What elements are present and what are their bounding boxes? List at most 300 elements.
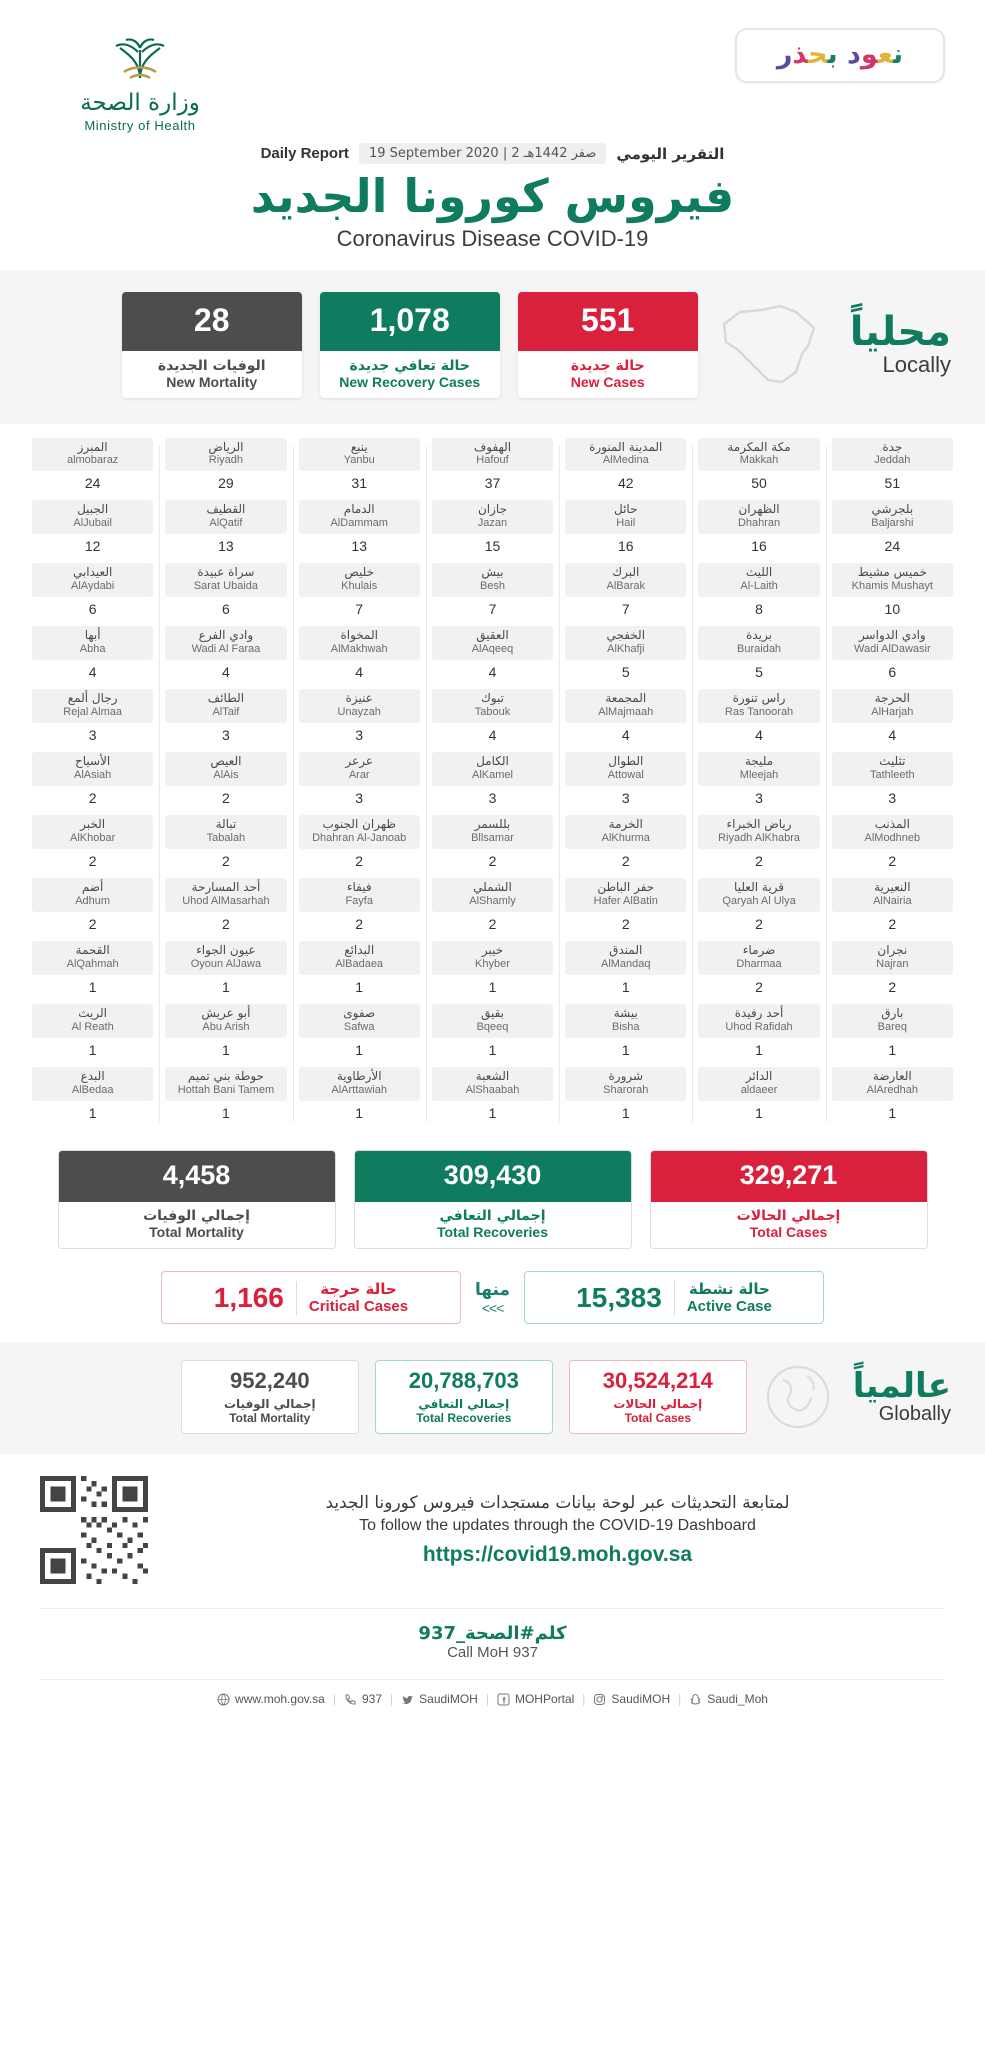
city-cell — [32, 878, 153, 934]
city-name-en: AlMakhwah — [330, 643, 388, 656]
city-name-en: Tabalah — [206, 832, 246, 845]
city-value: 1 — [355, 1105, 364, 1122]
city-name-en: Bareq — [877, 1021, 907, 1034]
city-name-en: AlKhafji — [607, 643, 645, 656]
social-snapchat[interactable] — [689, 1692, 768, 1706]
city-name-en: AlBarak — [606, 580, 646, 593]
new-recoveries-value: 1,078 — [320, 292, 500, 351]
city-name-ar: الأرطاوية — [336, 1069, 382, 1084]
city-name-ar: خليص — [344, 565, 375, 580]
city-cell — [698, 689, 819, 745]
city-name-en: Al-Laith — [740, 580, 778, 593]
globally-label-ar: عالمياً — [852, 1365, 951, 1406]
city-value: 1 — [222, 1105, 230, 1122]
dashboard-text — [170, 1493, 945, 1567]
twitter-icon — [401, 1693, 414, 1706]
city-name-ar: خميس مشيط — [857, 565, 927, 580]
divider: | — [485, 1692, 489, 1707]
city-name-en: AlHarjah — [871, 706, 914, 719]
city-name-ar: الدمام — [343, 502, 375, 517]
city-name-ar: وادي الفرع — [198, 628, 254, 643]
city-cell — [165, 563, 286, 619]
city-value: 1 — [888, 1105, 897, 1122]
city-name-ar: صفوى — [343, 1006, 376, 1021]
qr-code-icon[interactable] — [40, 1476, 148, 1584]
city-value: 24 — [884, 538, 901, 555]
city-cell — [565, 689, 686, 745]
city-value: 6 — [88, 601, 97, 618]
city-name-ar: ظهران الجنوب — [322, 817, 396, 832]
city-value: 2 — [755, 979, 763, 996]
city-value: 2 — [621, 916, 630, 933]
stat-card-new-cases — [518, 292, 698, 398]
city-name-en: Sharorah — [603, 1084, 649, 1097]
city-cell — [832, 941, 953, 997]
city-name-ar: أبو عريش — [201, 1006, 251, 1021]
city-name-ar: المبرز — [77, 439, 108, 454]
campaign-text-ar: نعود بحذر — [776, 39, 904, 70]
city-name-ar: المدينة المنورة — [589, 439, 663, 454]
city-value: 2 — [88, 853, 97, 870]
city-name-ar: بللسمر — [474, 817, 511, 832]
city-cell — [165, 941, 286, 997]
city-name-ar: حائل — [614, 502, 638, 517]
city-cell — [32, 1004, 153, 1060]
city-cell — [32, 626, 153, 682]
city-cell — [698, 1067, 819, 1123]
dashboard-text-en: To follow the updates through the COVID-19 Dashboard — [359, 1517, 756, 1535]
total-cases-label-en: Total Cases — [749, 1224, 828, 1241]
city-name-ar: تثليث — [879, 754, 906, 769]
city-cell — [165, 500, 286, 556]
city-value: 2 — [222, 790, 230, 807]
daily-report-row — [0, 143, 985, 164]
city-name-ar: الخبر — [80, 817, 106, 832]
city-cell — [432, 438, 553, 494]
city-cell — [165, 438, 286, 494]
city-cell — [832, 752, 953, 808]
city-name-ar: الجبيل — [77, 502, 109, 517]
city-name-en: AlDammam — [330, 517, 388, 530]
city-cell — [432, 1067, 553, 1123]
dashboard-section — [0, 1454, 985, 1594]
city-cell — [432, 689, 553, 745]
city-value: 2 — [88, 790, 97, 807]
page-header — [0, 0, 985, 139]
city-name-en: AlShaabah — [465, 1084, 520, 1097]
cities-column — [26, 438, 159, 1131]
city-name-ar: الكامل — [476, 754, 509, 769]
new-mortality-label-en: New Mortality — [166, 373, 258, 390]
city-name-en: Jazan — [477, 517, 508, 530]
menha-indicator — [475, 1280, 510, 1316]
city-name-ar: الطائف — [207, 691, 245, 706]
city-name-en: Wadi Al Faraa — [191, 643, 261, 656]
city-value: 1 — [755, 1042, 763, 1059]
city-name-en: AlShamly — [469, 895, 516, 908]
city-name-en: AlMedina — [602, 454, 649, 467]
global-card-recoveries — [375, 1360, 553, 1434]
cities-column — [159, 438, 292, 1131]
new-mortality-label-ar: الوفيات الجديدة — [157, 357, 266, 374]
city-cell — [432, 500, 553, 556]
city-cell — [432, 878, 553, 934]
city-cell — [432, 941, 553, 997]
city-value: 16 — [751, 538, 767, 555]
city-cell — [832, 563, 953, 619]
city-value: 3 — [488, 790, 497, 807]
total-card-mortality — [58, 1150, 336, 1249]
city-value: 1 — [888, 1042, 897, 1059]
city-name-ar: راس تنورة — [732, 691, 786, 706]
city-value: 29 — [218, 475, 234, 492]
city-cell — [832, 626, 953, 682]
title-block — [0, 139, 985, 270]
city-name-en: Qaryah Al Ulya — [722, 895, 796, 908]
city-value: 1 — [355, 1042, 364, 1059]
city-name-en: Abu Arish — [202, 1021, 250, 1034]
phone-icon — [344, 1693, 357, 1706]
city-value: 2 — [888, 853, 897, 870]
city-name-en: Baljarshi — [871, 517, 914, 530]
city-name-en: Najran — [876, 958, 909, 971]
ministry-name-ar: وزارة الصحة — [80, 90, 200, 116]
city-value: 12 — [84, 538, 101, 555]
total-card-recoveries — [354, 1150, 632, 1249]
social-phone-label: 937 — [361, 1692, 383, 1707]
globally-label-en: Globally — [878, 1402, 951, 1425]
global-cases-label-en: Total Cases — [624, 1411, 692, 1426]
city-name-ar: الخفجي — [606, 628, 646, 643]
social-facebook[interactable] — [497, 1692, 574, 1706]
city-name-en: Abha — [79, 643, 106, 656]
city-name-ar: ينبع — [350, 439, 368, 454]
city-name-en: Tathleeth — [870, 769, 915, 782]
social-snapchat-label: Saudi_Moh — [707, 1692, 768, 1707]
city-cell — [565, 941, 686, 997]
city-cell — [565, 815, 686, 871]
city-name-ar: الشملي — [473, 880, 512, 895]
active-cases-card — [524, 1271, 824, 1324]
critical-cases-card — [161, 1271, 461, 1324]
city-name-ar: وادي الدواسر — [858, 628, 926, 643]
moh-emblem-icon — [40, 28, 240, 84]
city-value: 2 — [755, 916, 763, 933]
city-name-en: Hafer AlBatin — [593, 895, 658, 908]
social-twitter-label: SaudiMOH — [419, 1692, 478, 1707]
dashboard-text-ar: لمتابعة التحديثات عبر لوحة بيانات مستجدات فيروس كورونا الجديد — [325, 1493, 790, 1514]
city-cell — [165, 878, 286, 934]
city-value: 15 — [484, 538, 501, 555]
city-name-en: Yanbu — [343, 454, 375, 467]
city-name-ar: تبالة — [215, 817, 237, 832]
cities-column — [293, 438, 426, 1131]
stat-card-new-recoveries — [320, 292, 500, 398]
critical-cases-label-ar: حالة حرجة — [320, 1280, 397, 1299]
city-value: 4 — [222, 664, 230, 681]
city-name-en: Hail — [616, 517, 636, 530]
city-name-ar: القحمة — [75, 943, 110, 958]
city-name-en: AlNairia — [873, 895, 912, 908]
global-mortality-label-en: Total Mortality — [229, 1411, 311, 1426]
city-name-ar: جدة — [882, 439, 903, 454]
city-name-en: almobaraz — [66, 454, 119, 467]
city-cell — [165, 815, 286, 871]
city-name-ar: البدع — [80, 1069, 105, 1084]
city-value: 24 — [84, 475, 101, 492]
global-recoveries-value: 20,788,703 — [408, 1368, 519, 1394]
city-name-ar: بلجرشي — [871, 502, 914, 517]
city-value: 1 — [621, 1105, 630, 1122]
social-phone[interactable] — [344, 1692, 382, 1706]
city-name-ar: البدائع — [344, 943, 375, 958]
page-title-en: Coronavirus Disease COVID-19 — [336, 225, 649, 251]
city-value: 1 — [755, 1105, 763, 1122]
city-cell — [565, 1067, 686, 1123]
city-cell — [165, 752, 286, 808]
city-name-ar: المذنب — [874, 817, 910, 832]
city-value: 7 — [355, 601, 364, 618]
global-card-cases — [569, 1360, 747, 1434]
total-cases-value: 329,271 — [651, 1151, 927, 1202]
city-value: 3 — [88, 727, 97, 744]
city-name-ar: الأسياح — [75, 754, 111, 769]
city-value: 4 — [488, 664, 497, 681]
cities-table — [0, 424, 985, 1137]
city-name-en: Safwa — [343, 1021, 375, 1034]
city-name-en: Besh — [479, 580, 506, 593]
globe-icon — [217, 1693, 230, 1706]
city-cell — [565, 752, 686, 808]
daily-report-label-ar: التقرير اليومي — [616, 144, 725, 163]
city-cell — [165, 1004, 286, 1060]
city-name-en: AlQahmah — [66, 958, 119, 971]
city-value: 2 — [888, 979, 897, 996]
city-name-en: AlAis — [213, 769, 239, 782]
totals-row — [0, 1136, 985, 1255]
new-cases-label-ar: حالة جديدة — [570, 357, 645, 374]
city-name-ar: بارق — [881, 1006, 904, 1021]
city-cell — [832, 500, 953, 556]
city-cell — [832, 815, 953, 871]
city-name-ar: بقيق — [480, 1006, 504, 1021]
city-name-ar: الشعبة — [475, 1069, 510, 1084]
city-value: 4 — [621, 727, 630, 744]
city-value: 10 — [884, 601, 901, 618]
city-name-en: Rejal Almaa — [63, 706, 122, 719]
city-name-en: AlBadaea — [335, 958, 384, 971]
city-name-ar: حوطة بني تميم — [187, 1069, 264, 1084]
city-cell — [299, 438, 420, 494]
city-name-ar: الهفوف — [473, 439, 512, 454]
city-cell — [32, 438, 153, 494]
total-mortality-label-ar: إجمالي الوفيات — [143, 1208, 250, 1225]
city-name-en: AlMajmaah — [598, 706, 654, 719]
locally-label — [849, 308, 951, 378]
city-value: 2 — [488, 916, 497, 933]
new-recoveries-label-ar: حالة تعافي جديدة — [349, 357, 470, 374]
city-name-en: Ras Tanoorah — [724, 706, 794, 719]
social-twitter[interactable] — [401, 1692, 478, 1706]
city-value: 50 — [751, 475, 767, 492]
city-value: 3 — [222, 727, 230, 744]
city-name-en: Bqeeq — [476, 1021, 509, 1034]
city-name-ar: القطيف — [206, 502, 246, 517]
city-name-en: Buraidah — [737, 643, 782, 656]
new-cases-label-en: New Cases — [570, 373, 645, 390]
city-name-ar: الخرمة — [608, 817, 643, 832]
city-cell — [32, 1067, 153, 1123]
city-name-en: AlAredhah — [866, 1084, 919, 1097]
city-cell — [299, 500, 420, 556]
facebook-icon — [497, 1693, 510, 1706]
cities-column — [559, 438, 692, 1131]
city-value: 2 — [888, 916, 897, 933]
new-recoveries-label-en: New Recovery Cases — [339, 373, 481, 390]
city-name-ar: العيدابي — [72, 565, 113, 580]
city-value: 4 — [888, 727, 897, 744]
city-cell — [432, 815, 553, 871]
city-name-en: AlTaif — [212, 706, 240, 719]
city-cell — [698, 438, 819, 494]
city-name-en: Oyoun AlJawa — [190, 958, 262, 971]
city-cell — [432, 626, 553, 682]
city-value: 2 — [355, 916, 364, 933]
city-name-ar: البرك — [612, 565, 640, 580]
city-name-ar: شرورة — [608, 1069, 644, 1084]
page-title-ar: فيروس كورونا الجديد — [250, 169, 735, 223]
city-cell — [165, 689, 286, 745]
city-name-en: Unayzah — [337, 706, 381, 719]
city-value: 7 — [621, 601, 630, 618]
city-cell — [832, 438, 953, 494]
city-cell — [698, 563, 819, 619]
active-cases-label-ar: حالة نشطة — [688, 1280, 770, 1299]
social-instagram[interactable] — [593, 1692, 670, 1706]
social-instagram-label: SaudiMOH — [611, 1692, 671, 1707]
stat-card-new-mortality — [122, 292, 302, 398]
city-name-ar: بريدة — [746, 628, 772, 643]
cities-column — [426, 438, 559, 1131]
critical-cases-value: 1,166 — [213, 1281, 284, 1313]
city-name-ar: أبها — [84, 628, 101, 643]
city-name-en: Arar — [348, 769, 370, 782]
city-value: 13 — [351, 538, 367, 555]
critical-active-row — [0, 1255, 985, 1342]
city-name-en: Dhahran — [737, 517, 781, 530]
city-cell — [832, 1004, 953, 1060]
city-cell — [565, 500, 686, 556]
city-value: 5 — [755, 664, 763, 681]
divider: | — [678, 1692, 682, 1707]
campaign-badge — [735, 28, 945, 83]
city-name-en: AlArttawiah — [331, 1084, 388, 1097]
divider: | — [390, 1692, 394, 1707]
city-name-en: Tabouk — [474, 706, 511, 719]
city-name-en: Bllsamar — [471, 832, 514, 845]
social-website[interactable] — [217, 1692, 325, 1706]
call-moh-section — [40, 1608, 945, 1673]
city-name-en: AlKhurma — [601, 832, 650, 845]
city-name-ar: عنيزة — [345, 691, 373, 706]
dashboard-url-link[interactable]: https://covid19.moh.gov.sa — [422, 1543, 693, 1567]
city-name-en: Bisha — [612, 1021, 640, 1034]
city-name-ar: تبوك — [480, 691, 505, 706]
city-cell — [832, 689, 953, 745]
city-cell — [299, 689, 420, 745]
city-name-en: Dhahran Al-Janoab — [312, 832, 407, 845]
snapchat-icon — [689, 1693, 702, 1706]
city-name-en: AlBedaa — [71, 1084, 114, 1097]
city-value: 4 — [755, 727, 763, 744]
city-value: 31 — [351, 475, 367, 492]
city-name-ar: عيون الجواء — [196, 943, 256, 958]
city-value: 1 — [88, 1105, 97, 1122]
city-name-ar: ضرماء — [742, 943, 776, 958]
city-value: 6 — [222, 601, 230, 618]
locally-summary-band — [0, 270, 985, 424]
city-value: 2 — [488, 853, 497, 870]
city-cell — [299, 563, 420, 619]
city-value: 2 — [222, 853, 230, 870]
city-name-ar: الحرجة — [874, 691, 910, 706]
city-cell — [565, 563, 686, 619]
city-name-en: aldaeer — [740, 1084, 778, 1097]
city-name-ar: أضم — [81, 880, 104, 895]
city-cell — [832, 1067, 953, 1123]
globally-label — [852, 1365, 951, 1426]
city-value: 1 — [488, 1105, 497, 1122]
global-cases-value: 30,524,214 — [602, 1368, 713, 1394]
critical-cases-label-en: Critical Cases — [308, 1298, 409, 1316]
city-value: 5 — [621, 664, 630, 681]
city-cell — [698, 878, 819, 934]
city-name-en: Riyadh — [208, 454, 244, 467]
city-name-ar: الدائر — [745, 1069, 773, 1084]
call-moh-label-en: Call MoH 937 — [447, 1644, 538, 1662]
city-cell — [565, 626, 686, 682]
city-cell — [698, 941, 819, 997]
city-name-ar: أحد رفيدة — [734, 1006, 784, 1021]
city-cell — [565, 878, 686, 934]
city-name-ar: المندق — [609, 943, 643, 958]
city-cell — [32, 752, 153, 808]
city-value: 1 — [488, 979, 497, 996]
city-name-en: Khyber — [475, 958, 510, 971]
city-name-en: Khamis Mushayt — [851, 580, 933, 593]
city-value: 8 — [755, 601, 763, 618]
city-value: 37 — [484, 475, 501, 492]
arrows-icon: <<< — [481, 1299, 504, 1316]
city-name-en: Al Reath — [71, 1021, 114, 1034]
city-name-ar: المجمعة — [605, 691, 647, 706]
globe-icon — [763, 1362, 833, 1432]
city-value: 3 — [355, 790, 364, 807]
global-recoveries-label-ar: إجمالي التعافي — [418, 1397, 510, 1412]
city-value: 3 — [888, 790, 897, 807]
ministry-name-en: Ministry of Health — [84, 118, 196, 133]
city-name-en: Riyadh AlKhabra — [718, 832, 801, 845]
city-value: 1 — [222, 1042, 230, 1059]
active-cases-value: 15,383 — [576, 1281, 662, 1313]
city-cell — [299, 941, 420, 997]
city-name-ar: سراة عبيدة — [197, 565, 255, 580]
city-name-en: Wadi AlDawasir — [854, 643, 931, 656]
city-cell — [432, 1004, 553, 1060]
divider: | — [582, 1692, 586, 1707]
city-cell — [698, 500, 819, 556]
city-cell — [299, 626, 420, 682]
